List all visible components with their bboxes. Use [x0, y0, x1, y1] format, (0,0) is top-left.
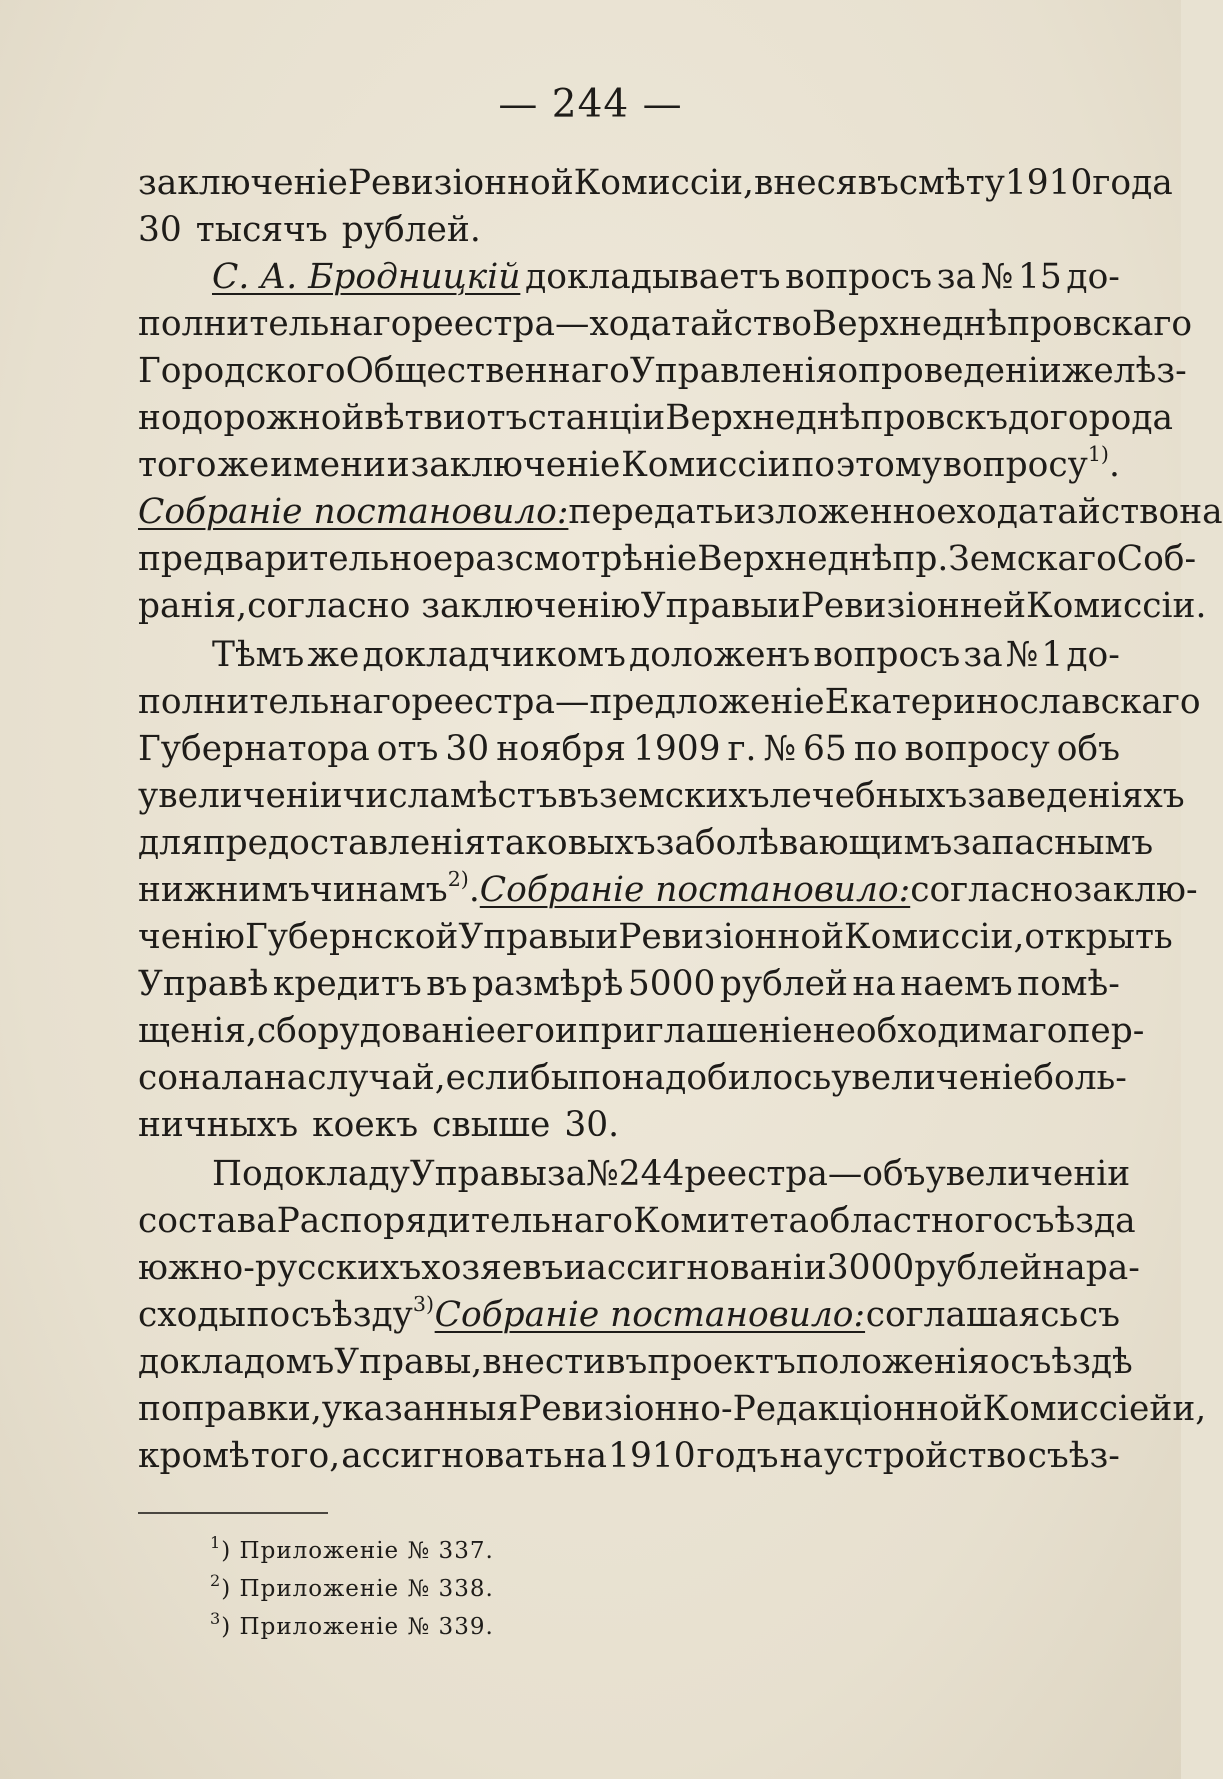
word: областного [808, 1201, 1014, 1241]
word: за [963, 635, 1003, 675]
word: того, [250, 1436, 341, 1476]
word: Соб- [1116, 539, 1197, 579]
word: рублей [719, 964, 848, 1004]
word: и [595, 917, 619, 957]
footnote-ref: 2) [447, 866, 469, 891]
word: Губернатора [138, 729, 370, 769]
word: съѣзда [1013, 1201, 1136, 1241]
word: для [138, 823, 203, 863]
word: докладомъ [138, 1342, 335, 1382]
word: увеличеніи [138, 776, 343, 816]
text-line [138, 160, 1173, 207]
footnote-ref: 1) [1087, 441, 1109, 466]
word: Управы [458, 917, 596, 957]
word: ранія, [138, 586, 248, 626]
word: разсмотрѣніе [453, 539, 698, 579]
word: 15 [1017, 257, 1062, 297]
word: внести [482, 1342, 607, 1382]
word: ассигнованіи [586, 1248, 827, 1288]
word: Общественнаго [345, 351, 630, 391]
word: вопросъ [813, 635, 961, 675]
word: № [1005, 635, 1039, 675]
word: Верхнеднѣпровскаго [811, 304, 1193, 344]
word: кредитъ [272, 964, 422, 1004]
footnote-text: ) Приложеніе № 339. [221, 1614, 494, 1640]
word: до- [1066, 635, 1120, 675]
word: запаснымъ [952, 823, 1154, 863]
word: согласно [910, 870, 1074, 910]
word: по [791, 445, 836, 485]
word: за [936, 257, 976, 297]
word: станціи [527, 398, 666, 438]
word: пер- [1067, 1011, 1145, 1051]
word-with-footnote: вопросу$^{1)}$. [942, 441, 1120, 485]
word: съѣзду [290, 1295, 413, 1335]
word: 30 [445, 729, 490, 769]
word: на [563, 1436, 607, 1476]
word: южно-русскихъ [138, 1248, 422, 1288]
text-line [138, 866, 1198, 914]
text-line [138, 442, 1120, 489]
text-line [138, 632, 1120, 679]
word: 65 [803, 729, 847, 769]
text-line [138, 679, 1201, 726]
word: увеличеніе [831, 1058, 1034, 1098]
footnote-text: ) Приложеніе № 338. [221, 1576, 494, 1602]
word: Комиссіи, [573, 163, 754, 203]
word: хозяевъ [421, 1248, 564, 1288]
word: вѣтви [364, 398, 466, 438]
text-line [138, 1102, 1120, 1149]
word: на [1042, 1248, 1086, 1288]
word: Комиссіи [621, 445, 791, 485]
text-line [138, 1386, 1207, 1433]
word: 5000 [627, 964, 716, 1004]
word: Екатеринославскаго [824, 682, 1201, 722]
word: 30 [138, 210, 182, 250]
word: заключеніе [138, 163, 348, 203]
word: заведеніяхъ [967, 776, 1185, 816]
word: и [777, 586, 801, 626]
word: бы [530, 1058, 579, 1098]
word: случай, [307, 1058, 446, 1098]
text-line [138, 1433, 1120, 1480]
word: размѣрѣ [471, 964, 624, 1004]
word: 3000 [826, 1248, 915, 1288]
word: указанныя [321, 1389, 519, 1429]
word: Комитета [633, 1201, 809, 1241]
text-line [138, 1198, 1136, 1245]
word: за [546, 1154, 587, 1194]
word: тысячъ [195, 210, 328, 250]
text-line [138, 1151, 1131, 1198]
footnotes [210, 1533, 494, 1647]
word: Тѣмъ [212, 635, 305, 675]
word: и [386, 445, 410, 485]
word: реестра—предложеніе [411, 682, 825, 722]
word: заболѣвающимъ [655, 823, 953, 863]
word: Ревизіонной [618, 917, 845, 957]
word: ходатайство [956, 492, 1180, 532]
word: и, [1172, 1389, 1207, 1429]
word: согласно заключенію [247, 586, 641, 626]
footnote-mark: 3 [210, 1609, 222, 1629]
word: Управы [409, 1154, 547, 1194]
word: сонала [138, 1058, 264, 1098]
word: № [980, 257, 1014, 297]
word: ничныхъ [138, 1105, 299, 1145]
word: и [554, 1011, 578, 1051]
word: Управѣ [138, 964, 269, 1004]
footnote-ref: 3) [412, 1291, 435, 1316]
word: передать [568, 492, 734, 532]
text-line [138, 773, 1185, 820]
word: до [1008, 398, 1050, 438]
word: годъ [696, 1436, 779, 1476]
word: Распорядительнаго [276, 1201, 634, 1241]
word: кромѣ [138, 1436, 250, 1476]
word: рублей [914, 1248, 1043, 1288]
word: на [852, 964, 896, 1004]
page-number: — 244 — [498, 82, 683, 127]
word: земскихъ [598, 776, 770, 816]
word: чинамъ [309, 870, 448, 910]
word: Ревизіонной [347, 163, 574, 203]
word: боль- [1033, 1058, 1127, 1098]
word: 1 [1041, 635, 1064, 675]
word: соглашаясь [865, 1295, 1079, 1335]
footnote [210, 1571, 494, 1609]
word: въ [426, 964, 468, 1004]
word: отъ [465, 398, 528, 438]
word: въ [557, 776, 599, 816]
word: 1909 [632, 729, 721, 769]
text-line [138, 1008, 1145, 1055]
word: ноября [496, 729, 626, 769]
word: г. [727, 729, 757, 769]
word: проектъ [647, 1342, 796, 1382]
word: на [1179, 492, 1223, 532]
word: о [989, 1342, 1011, 1382]
text-line [138, 1292, 1120, 1339]
footnote [210, 1609, 494, 1647]
text-line [138, 1055, 1127, 1102]
word: по [246, 1295, 291, 1335]
word: увеличеніи [925, 1154, 1131, 1194]
text-line [138, 1339, 1133, 1386]
word: объ [1056, 729, 1120, 769]
word: свыше [432, 1105, 551, 1145]
word: приглашеніе [577, 1011, 813, 1051]
resolution-phrase: Собраніе постановило: [479, 870, 911, 910]
text-line [138, 1245, 1140, 1292]
word: Управленія [629, 351, 838, 391]
word: Комиссіи, [844, 917, 1025, 957]
text-line [138, 207, 1120, 254]
word: № [586, 1154, 619, 1194]
body-text [138, 160, 1223, 1480]
word: поправки, [138, 1389, 322, 1429]
text-line [138, 914, 1173, 961]
resolution-phrase: Собраніе постановило: [434, 1295, 866, 1335]
text-line [138, 536, 1197, 583]
footnote-mark: 1 [210, 1533, 222, 1553]
word: 1910 [608, 1436, 696, 1476]
word: 1910 [1004, 163, 1093, 203]
word: понадобилось [578, 1058, 832, 1098]
text-line [138, 489, 1223, 536]
word: внеся [754, 163, 858, 203]
word: состава [138, 1201, 277, 1241]
word-with-footnote: чинамъ$^{2)}$. [309, 866, 480, 910]
word: Ревизіонно-Редакціонной [518, 1389, 983, 1429]
word: ра- [1085, 1248, 1140, 1288]
word: наемъ [900, 964, 1013, 1004]
word: докладчикомъ [362, 635, 626, 675]
word: съѣздѣ [1010, 1342, 1133, 1382]
word: предоставленія [202, 823, 486, 863]
word: докладываетъ [525, 257, 781, 297]
word: № [763, 729, 797, 769]
word: мѣстъ [449, 776, 558, 816]
word: на [779, 1436, 823, 1476]
word: полнительнаго [138, 682, 412, 722]
word: доложенъ [629, 635, 811, 675]
word: смѣту [898, 163, 1005, 203]
text-line [138, 961, 1120, 1008]
word: ассигновать [341, 1436, 563, 1476]
word: желѣз- [1061, 351, 1187, 391]
word: сходы [138, 1295, 246, 1335]
word: до- [1066, 257, 1120, 297]
word: Земскаго [948, 539, 1117, 579]
word: Верхнеднѣпровскъ [665, 398, 1008, 438]
word: отъ [376, 729, 439, 769]
word: имени [270, 445, 386, 485]
word: Управы [640, 586, 778, 626]
word: нодорожной [138, 398, 365, 438]
word: Управы, [334, 1342, 483, 1382]
text-line [138, 583, 1207, 630]
text-line [138, 348, 1187, 395]
word: въ [606, 1342, 648, 1382]
speaker-name: С. А. Бродницкій [212, 257, 521, 297]
word: полнительнаго [138, 304, 412, 344]
word: докладу [262, 1154, 410, 1194]
word: по [853, 729, 898, 769]
word: ченію [138, 917, 245, 957]
word: о [837, 351, 859, 391]
text-line [138, 726, 1120, 773]
word: его [495, 1011, 555, 1051]
text-line [138, 301, 1193, 348]
word: Верхнеднѣпр. [697, 539, 949, 579]
word: лечебныхъ [769, 776, 968, 816]
word: этому [835, 445, 942, 485]
word-with-footnote [291, 1292, 434, 1343]
word: коекъ [312, 1105, 419, 1145]
footnote-divider [138, 1512, 328, 1514]
word: реестра—ходатайство [411, 304, 812, 344]
word: открыть [1024, 917, 1173, 957]
word: 244 [618, 1154, 685, 1194]
word: сборудованіе [256, 1011, 496, 1051]
word: вопросъ [785, 257, 933, 297]
word: Городского [138, 351, 346, 391]
word: положенія [795, 1342, 990, 1382]
resolution-phrase: Собраніе постановило: [138, 492, 569, 532]
footnote [210, 1533, 494, 1571]
word: на [263, 1058, 308, 1098]
word: года [1092, 163, 1173, 203]
word: и [563, 1248, 587, 1288]
word: вопросу [904, 729, 1050, 769]
word: города [1049, 398, 1174, 438]
text-line [138, 254, 1120, 301]
word: проведеніи [858, 351, 1062, 391]
word: реестра—объ [684, 1154, 926, 1194]
word: вопросу [942, 445, 1088, 485]
word: рублей. [341, 210, 481, 250]
word: Губернской [244, 917, 459, 957]
word: Комиссіей [982, 1389, 1173, 1429]
text-line [138, 820, 1154, 867]
word: Комиссіи. [1026, 586, 1207, 626]
word: 30. [564, 1105, 620, 1145]
word: нижнимъ [138, 870, 310, 910]
word: заклю- [1073, 870, 1198, 910]
word: необходимаго [812, 1011, 1068, 1051]
word: съ [1078, 1295, 1120, 1335]
text-line [138, 395, 1174, 442]
word: числа [342, 776, 450, 816]
word: щенія, [138, 1011, 257, 1051]
word: устройство [824, 1436, 1027, 1476]
word: же [307, 635, 360, 675]
footnote-text: ) Приложеніе № 337. [221, 1538, 494, 1564]
word: если [445, 1058, 531, 1098]
word: помѣ- [1017, 964, 1120, 1004]
word: Ревизіонней [800, 586, 1027, 626]
word: же [217, 445, 270, 485]
footnote-mark: 2 [210, 1571, 222, 1591]
word: таковыхъ [485, 823, 656, 863]
word: По [212, 1154, 263, 1194]
word: заключеніе [410, 445, 621, 485]
word: предварительное [138, 539, 454, 579]
word: съѣз- [1027, 1436, 1120, 1476]
word: изложенное [733, 492, 957, 532]
word: того [138, 445, 217, 485]
word: въ [857, 163, 899, 203]
